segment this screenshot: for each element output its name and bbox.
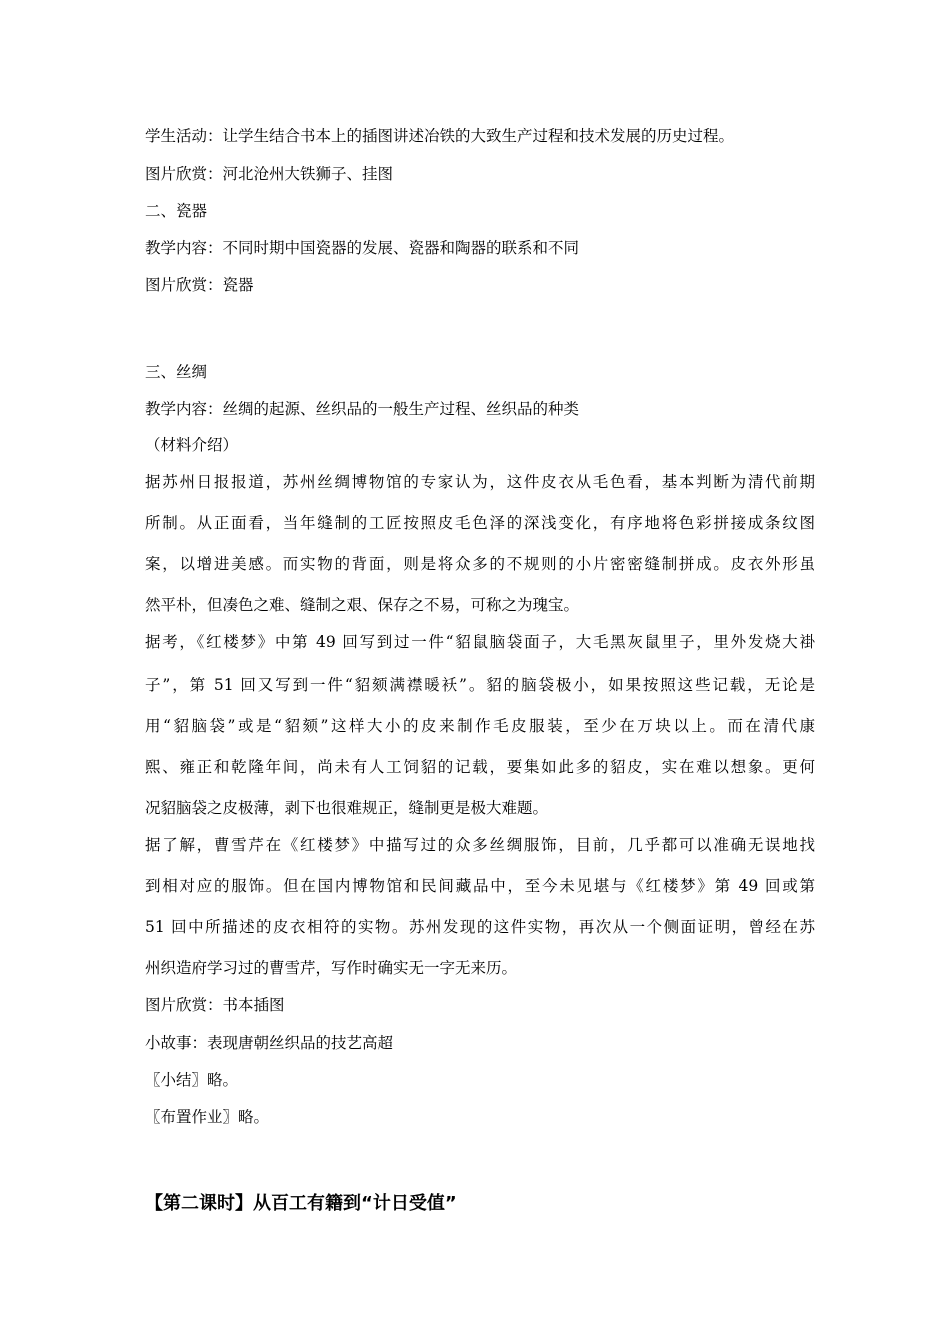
paragraph-1-line-4: 然平朴，但凑色之难、缝制之艰、保存之不易，可称之为瑰宝。: [145, 596, 580, 614]
paragraph-3-line-3: 51 回中所描述的皮衣相符的实物。苏州发现的这件实物，再次从一个侧面证明，曾经在苏: [145, 918, 815, 936]
second-lesson-heading: 【第二课时】从百工有籍到“计日受值”: [145, 1193, 457, 1214]
homework-line: 〖布置作业〗略。: [145, 1108, 270, 1126]
teaching-content-porcelain: 教学内容：不同时期中国瓷器的发展、瓷器和陶器的联系和不同: [145, 239, 580, 257]
paragraph-1-line-2: 所制。从正面看，当年缝制的工匠按照皮毛色泽的深浅变化，有序地将色彩拼接成条纹图: [145, 514, 815, 532]
paragraph-1-line-3: 案，以增进美感。而实物的背面，则是将众多的不规则的小片密密缝制拼成。皮衣外形虽: [145, 555, 815, 573]
paragraph-1-line-1: 据苏州日报报道，苏州丝绸博物馆的专家认为，这件皮衣从毛色看，基本判断为清代前期: [145, 473, 815, 491]
paragraph-2-line-3: 用“貂脑袋”或是“貂颏”这样大小的皮来制作毛皮服装，至少在万块以上。而在清代康: [145, 717, 815, 735]
summary-line: 〖小结〗略。: [145, 1071, 239, 1089]
section-porcelain-heading: 二、瓷器: [145, 202, 208, 220]
short-story-line: 小故事：表现唐朝丝织品的技艺高超: [145, 1034, 394, 1052]
paragraph-2-line-4: 熙、雍正和乾隆年间，尚未有人工饲貂的记载，要集如此多的貂皮，实在难以想象。更何: [145, 758, 815, 776]
picture-appreciation-book-illustration: 图片欣赏：书本插图: [145, 996, 285, 1014]
paragraph-3-line-4: 州织造府学习过的曹雪芹，写作时确实无一字无来历。: [145, 959, 518, 977]
paragraph-2-line-1: 据考，《红楼梦》中第 49 回写到过一件“貂鼠脑袋面子，大毛黑灰鼠里子，里外发烧大褂: [145, 633, 815, 651]
student-activity-line: 学生活动：让学生结合书本上的插图讲述冶铁的大致生产过程和技术发展的历史过程。: [145, 127, 735, 145]
teaching-content-silk: 教学内容：丝绸的起源、丝织品的一般生产过程、丝织品的种类: [145, 400, 580, 418]
section-silk-heading: 三、丝绸: [145, 363, 208, 381]
picture-appreciation-iron-lion: 图片欣赏：河北沧州大铁狮子、挂图: [145, 165, 394, 183]
material-intro-label: （材料介绍）: [145, 436, 239, 454]
paragraph-3-line-2: 到相对应的服饰。但在国内博物馆和民间藏品中，至今未见堪与《红楼梦》第 49 回或第: [145, 877, 815, 895]
paragraph-2-line-5: 况貂脑袋之皮极薄，剥下也很难规正，缝制更是极大难题。: [145, 799, 549, 817]
paragraph-3-line-1: 据了解，曹雪芹在《红楼梦》中描写过的众多丝绸服饰，目前，几乎都可以准确无误地找: [145, 836, 815, 854]
paragraph-2-line-2: 子”，第 51 回又写到一件“貂颏满襟暖袄”。貂的脑袋极小，如果按照这些记载，无论是: [145, 676, 815, 694]
picture-appreciation-porcelain: 图片欣赏：瓷器: [145, 276, 254, 294]
